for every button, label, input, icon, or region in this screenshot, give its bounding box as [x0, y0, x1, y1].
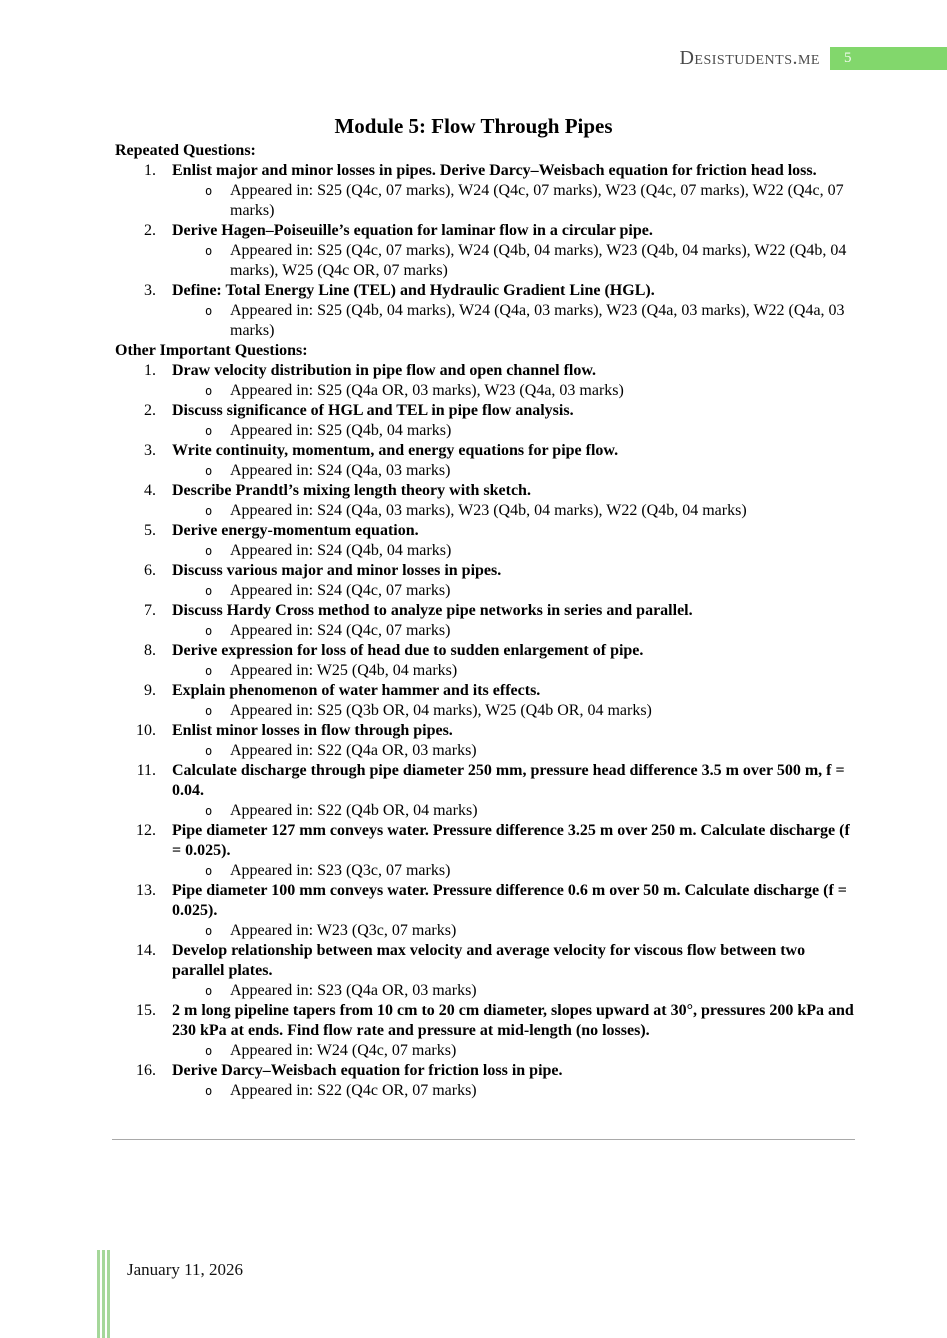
- circle-bullet-icon: o: [205, 744, 213, 758]
- footer-accent-bars: [97, 1250, 112, 1338]
- appearance-row: [172, 181, 860, 221]
- appearance-text: Appeared in: S25 (Q3b OR, 04 marks), W25 (Q4b OR, 04 marks): [230, 702, 652, 719]
- question-body: [172, 941, 860, 1001]
- question-text: Calculate discharge through pipe diameter 250 mm, pressure head difference 3.5 m over 500 m, f = 0.04.: [172, 762, 845, 799]
- question-number: 10.: [136, 722, 156, 739]
- question-text: Explain phenomenon of water hammer and its effects.: [172, 682, 541, 699]
- question-text: Derive energy-momentum equation.: [172, 522, 419, 539]
- appearance-text: Appeared in: S25 (Q4c, 07 marks), W24 (Q4b, 04 marks), W23 (Q4b, 04 marks), W22 (Q4b, 04 marks), W25 (Q4c OR, 07 marks): [230, 242, 847, 279]
- question-item: [115, 481, 860, 521]
- circle-bullet-icon: o: [205, 804, 213, 818]
- question-text: Describe Prandtl’s mixing length theory with sketch.: [172, 482, 531, 499]
- appearance-row: [172, 921, 860, 941]
- green-bar: [102, 1250, 105, 1338]
- question-body: [172, 401, 860, 441]
- appearance-row: [172, 661, 860, 681]
- question-number: 11.: [136, 762, 156, 779]
- question-text: Develop relationship between max velocity and average velocity for viscous flow between two parallel plates.: [172, 942, 806, 979]
- question-body: [172, 521, 860, 561]
- question-list: [115, 161, 860, 341]
- circle-bullet-icon: o: [205, 624, 213, 638]
- circle-bullet-icon: o: [205, 384, 213, 398]
- question-body: [172, 481, 860, 521]
- question-item: [115, 941, 860, 1001]
- page-header: [0, 46, 947, 71]
- circle-bullet-icon: o: [205, 244, 213, 258]
- question-item: [115, 561, 860, 601]
- question-list: [115, 361, 860, 1101]
- appearance-row: [172, 701, 860, 721]
- question-text: Discuss significance of HGL and TEL in pipe flow analysis.: [172, 402, 574, 419]
- question-item: [115, 881, 860, 941]
- appearance-row: [172, 241, 860, 281]
- appearance-text: Appeared in: S22 (Q4b OR, 04 marks): [230, 802, 478, 819]
- question-text: 2 m long pipeline tapers from 10 cm to 20 cm diameter, slopes upward at 30°, pressures 200 kPa and 230 kPa at ends. Find flow rate and pressure at mid-length (no losses).: [172, 1002, 854, 1039]
- circle-bullet-icon: o: [205, 304, 213, 318]
- section-heading: Other Important Questions:: [115, 342, 308, 359]
- appearance-text: Appeared in: S25 (Q4a OR, 03 marks), W23 (Q4a, 03 marks): [230, 382, 624, 399]
- question-bank-content: [115, 141, 860, 1101]
- circle-bullet-icon: o: [205, 1044, 213, 1058]
- question-item: [115, 821, 860, 881]
- appearance-row: [172, 1041, 860, 1061]
- green-bar: [97, 1250, 100, 1338]
- page-title: Module 5: Flow Through Pipes: [334, 114, 613, 138]
- question-body: [172, 761, 860, 821]
- question-body: [172, 361, 860, 401]
- circle-bullet-icon: o: [205, 544, 213, 558]
- circle-bullet-icon: o: [205, 584, 213, 598]
- circle-bullet-icon: o: [205, 924, 213, 938]
- question-number: 13.: [136, 882, 156, 899]
- circle-bullet-icon: o: [205, 864, 213, 878]
- question-text: Pipe diameter 127 mm conveys water. Pressure difference 3.25 m over 250 m. Calculate discharge (f = 0.025).: [172, 822, 850, 859]
- question-text: Derive Hagen–Poiseuille’s equation for laminar flow in a circular pipe.: [172, 222, 653, 239]
- appearance-text: Appeared in: S22 (Q4a OR, 03 marks): [230, 742, 477, 759]
- question-number: 14.: [136, 942, 156, 959]
- appearance-text: Appeared in: S24 (Q4c, 07 marks): [230, 622, 451, 639]
- question-item: [115, 1061, 860, 1101]
- appearance-text: Appeared in: S23 (Q4a OR, 03 marks): [230, 982, 477, 999]
- question-text: Define: Total Energy Line (TEL) and Hydraulic Gradient Line (HGL).: [172, 282, 655, 299]
- question-number: 2.: [144, 402, 156, 419]
- footer-divider-line: [112, 1139, 855, 1140]
- question-number: 8.: [144, 642, 156, 659]
- question-number: 9.: [144, 682, 156, 699]
- question-text: Derive Darcy–Weisbach equation for friction loss in pipe.: [172, 1062, 563, 1079]
- question-body: [172, 1061, 860, 1101]
- circle-bullet-icon: o: [205, 184, 213, 198]
- appearance-text: Appeared in: S25 (Q4b, 04 marks): [230, 422, 452, 439]
- question-text: Draw velocity distribution in pipe flow and open channel flow.: [172, 362, 597, 379]
- appearance-text: Appeared in: S24 (Q4a, 03 marks), W23 (Q4b, 04 marks), W22 (Q4b, 04 marks): [230, 502, 747, 519]
- question-body: [172, 601, 860, 641]
- question-text: Write continuity, momentum, and energy equations for pipe flow.: [172, 442, 619, 459]
- question-item: [115, 641, 860, 681]
- question-body: [172, 721, 860, 761]
- question-number: 2.: [144, 222, 156, 239]
- appearance-text: Appeared in: S24 (Q4b, 04 marks): [230, 542, 452, 559]
- appearance-text: Appeared in: W23 (Q3c, 07 marks): [230, 922, 457, 939]
- question-body: [172, 161, 860, 221]
- appearance-row: [172, 421, 860, 441]
- appearance-text: Appeared in: W24 (Q4c, 07 marks): [230, 1042, 457, 1059]
- question-number: 3.: [144, 442, 156, 459]
- question-item: [115, 721, 860, 761]
- question-number: 1.: [144, 362, 156, 379]
- question-body: [172, 881, 860, 941]
- appearance-row: [172, 801, 860, 821]
- question-number: 3.: [144, 282, 156, 299]
- question-item: [115, 761, 860, 821]
- question-item: [115, 441, 860, 481]
- question-item: [115, 1001, 860, 1061]
- footer-date: January 11, 2026: [127, 1260, 243, 1279]
- question-item: [115, 521, 860, 561]
- question-body: [172, 681, 860, 721]
- question-number: 16.: [136, 1062, 156, 1079]
- question-number: 1.: [144, 162, 156, 179]
- question-number: 15.: [136, 1002, 156, 1019]
- appearance-text: Appeared in: S24 (Q4a, 03 marks): [230, 462, 451, 479]
- appearance-text: Appeared in: W25 (Q4b, 04 marks): [230, 662, 458, 679]
- question-body: [172, 441, 860, 481]
- question-number: 6.: [144, 562, 156, 579]
- circle-bullet-icon: o: [205, 1084, 213, 1098]
- question-text: Discuss various major and minor losses in pipes.: [172, 562, 502, 579]
- appearance-text: Appeared in: S25 (Q4c, 07 marks), W24 (Q4c, 07 marks), W23 (Q4c, 07 marks), W22 (Q4c, 07 marks): [230, 182, 844, 219]
- question-body: [172, 821, 860, 881]
- question-number: 5.: [144, 522, 156, 539]
- appearance-row: [172, 381, 860, 401]
- appearance-row: [172, 861, 860, 881]
- appearance-text: Appeared in: S22 (Q4c OR, 07 marks): [230, 1082, 477, 1099]
- circle-bullet-icon: o: [205, 424, 213, 438]
- circle-bullet-icon: o: [205, 664, 213, 678]
- appearance-row: [172, 541, 860, 561]
- question-item: [115, 361, 860, 401]
- appearance-row: [172, 301, 860, 341]
- appearance-row: [172, 1081, 860, 1101]
- page-number-badge: 5: [830, 47, 947, 70]
- appearance-text: Appeared in: S23 (Q3c, 07 marks): [230, 862, 451, 879]
- appearance-row: [172, 621, 860, 641]
- circle-bullet-icon: o: [205, 984, 213, 998]
- appearance-row: [172, 741, 860, 761]
- question-text: Enlist minor losses in flow through pipes.: [172, 722, 453, 739]
- question-number: 12.: [136, 822, 156, 839]
- section-heading: Repeated Questions:: [115, 142, 256, 159]
- question-text: Enlist major and minor losses in pipes. Derive Darcy–Weisbach equation for friction head loss.: [172, 162, 817, 179]
- question-item: [115, 161, 860, 221]
- appearance-text: Appeared in: S25 (Q4b, 04 marks), W24 (Q4a, 03 marks), W23 (Q4a, 03 marks), W22 (Q4a, 03 marks): [230, 302, 845, 339]
- question-number: 4.: [144, 482, 156, 499]
- appearance-row: [172, 501, 860, 521]
- question-body: [172, 281, 860, 341]
- appearance-row: [172, 981, 860, 1001]
- question-item: [115, 281, 860, 341]
- question-item: [115, 601, 860, 641]
- circle-bullet-icon: o: [205, 504, 213, 518]
- appearance-row: [172, 581, 860, 601]
- circle-bullet-icon: o: [205, 464, 213, 478]
- question-body: [172, 561, 860, 601]
- question-text: Pipe diameter 100 mm conveys water. Pressure difference 0.6 m over 50 m. Calculate discharge (f = 0.025).: [172, 882, 847, 919]
- question-item: [115, 221, 860, 281]
- question-item: [115, 401, 860, 441]
- question-body: [172, 221, 860, 281]
- question-body: [172, 641, 860, 681]
- question-text: Discuss Hardy Cross method to analyze pipe networks in series and parallel.: [172, 602, 693, 619]
- appearance-row: [172, 461, 860, 481]
- question-item: [115, 681, 860, 721]
- site-name: Desistudents.me: [679, 47, 820, 69]
- green-bar: [107, 1250, 110, 1338]
- question-number: 7.: [144, 602, 156, 619]
- circle-bullet-icon: o: [205, 704, 213, 718]
- appearance-text: Appeared in: S24 (Q4c, 07 marks): [230, 582, 451, 599]
- question-body: [172, 1001, 860, 1061]
- question-text: Derive expression for loss of head due to sudden enlargement of pipe.: [172, 642, 644, 659]
